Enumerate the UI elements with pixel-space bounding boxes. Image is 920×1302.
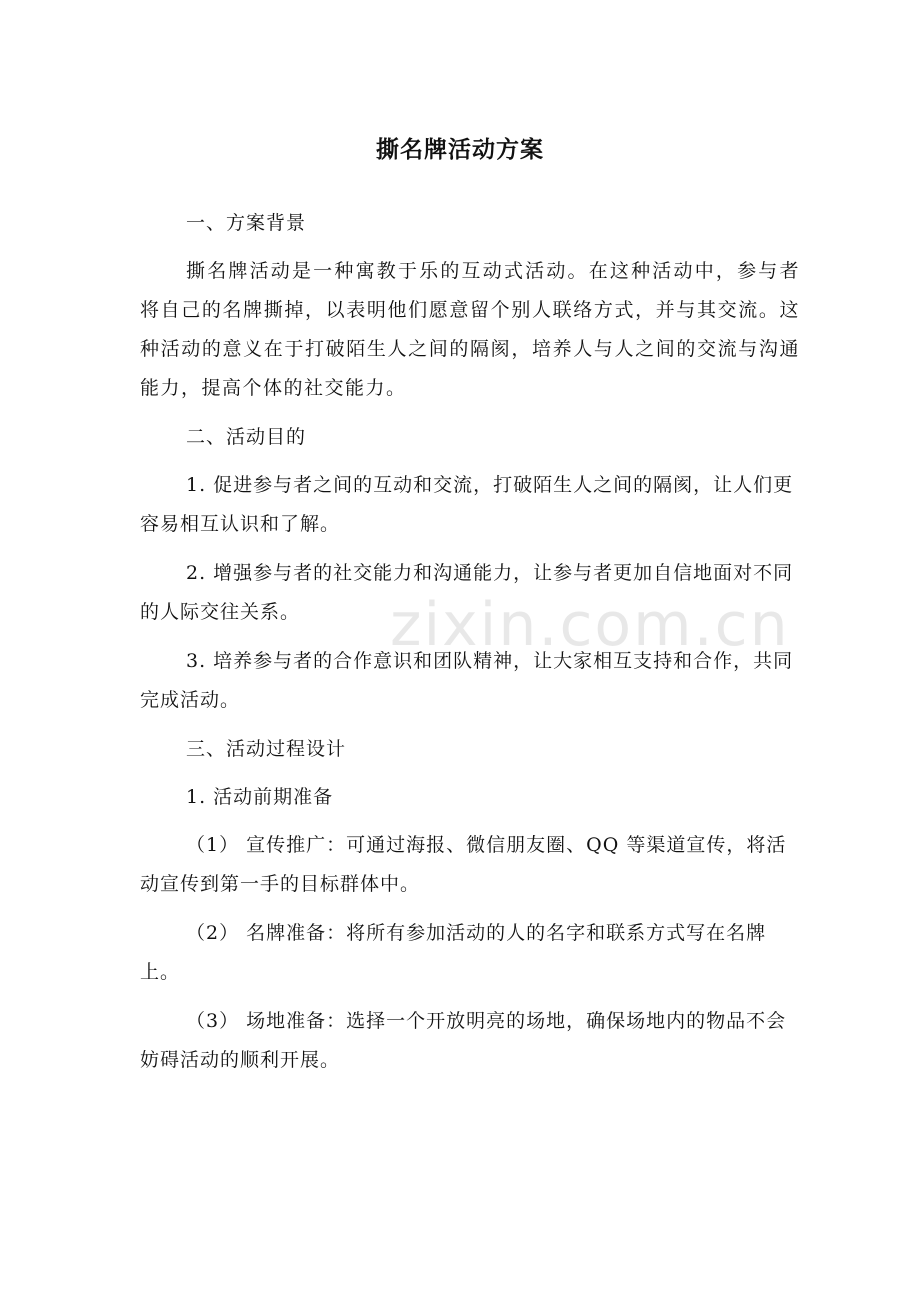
background-paragraph: 撕名牌活动是一种寓教于乐的互动式活动。在这种活动中，参与者将自己的名牌撕掉，以表明他们愿意留个别人联络方式，并与其交流。这种活动的意义在于打破陌生人之间的隔阂，培养人与人之间的交流与沟通能力，提高个体的社交能力。 [140, 260, 800, 399]
page-title: 撕名牌活动方案 [376, 137, 544, 163]
purpose-item-3: 3. 培养参与者的合作意识和团队精神，让大家相互支持和合作，共同完成活动。 [140, 650, 794, 711]
process-subheading-1: 1. 活动前期准备 [186, 786, 334, 808]
process-step-1: （1） 宣传推广：可通过海报、微信朋友圈、QQ 等渠道宣传，将活动宣传到第一手的目标群体中。 [140, 834, 787, 895]
purpose-item-2: 2. 增强参与者的社交能力和沟通能力，让参与者更加自信地面对不同的人际交往关系。 [140, 562, 794, 623]
purpose-item-1: 1. 促进参与者之间的互动和交流，打破陌生人之间的隔阂，让人们更容易相互认识和了解。 [140, 474, 794, 535]
watermark: zixin.com.cn [390, 590, 790, 660]
section-heading-background: 一、方案背景 [186, 212, 307, 234]
document-body [140, 204, 800, 1090]
section-heading-process: 三、活动过程设计 [186, 738, 347, 760]
section-heading-purpose: 二、活动目的 [186, 426, 307, 448]
process-step-3: （3） 场地准备：选择一个开放明亮的场地，确保场地内的物品不会妨碍活动的顺利开展。 [140, 1010, 787, 1071]
process-step-2: （2） 名牌准备：将所有参加活动的人的名字和联系方式写在名牌上。 [140, 922, 767, 983]
